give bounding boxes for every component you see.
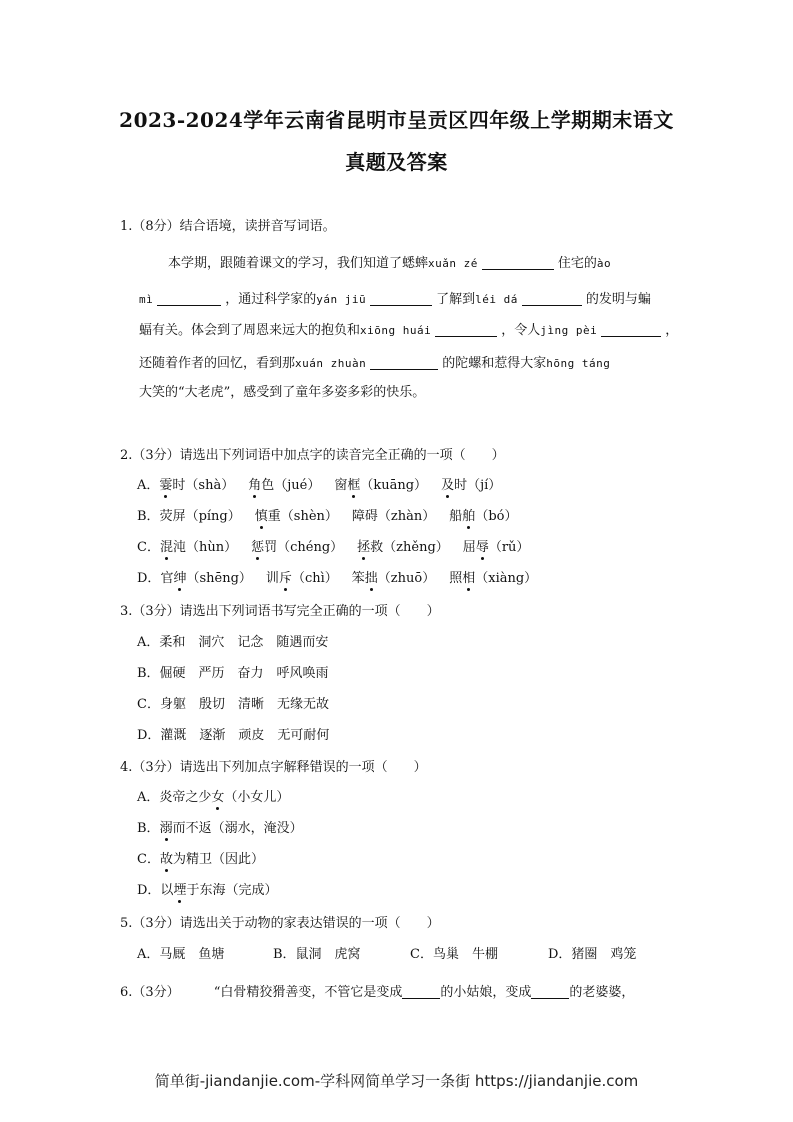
question-1-line-5: 大笑的“大老虎”，感受到了童年多姿多彩的快乐。 bbox=[139, 385, 426, 400]
question-1-line-2 bbox=[139, 291, 651, 309]
question-1-line-1 bbox=[168, 255, 611, 273]
answer-blank-5[interactable] bbox=[435, 322, 497, 337]
pinyin-xionghuai: xiōng huái bbox=[360, 324, 432, 337]
answer-blank-6[interactable] bbox=[601, 322, 661, 337]
question-1-stem: 1.（8分）结合语境，读拼音写词语。 bbox=[120, 219, 336, 234]
question-5-option-c[interactable]: C．鸟巢 牛棚 bbox=[410, 947, 498, 962]
question-6-line: 6.（3分） “白骨精狡猾善变，不管它是变成 的小姑娘，变成 的老婆婆， bbox=[120, 985, 635, 1000]
question-5-stem: 5.（3分）请选出关于动物的家表达错误的一项（ ） bbox=[120, 916, 440, 931]
passage-text: ，通过科学家的 bbox=[225, 292, 317, 307]
answer-blank-7[interactable] bbox=[370, 355, 438, 370]
passage-text: 本学期，跟随着课文的学习，我们知道了蟋蟀 bbox=[168, 256, 429, 271]
pinyin-leida: léi dá bbox=[475, 293, 518, 306]
question-2-option-a[interactable]: A．霎时（shà） 角色（jué） 窗框（kuāng） 及时（jí） bbox=[137, 478, 502, 493]
pinyin-xuanzhuan: xuán zhuàn bbox=[295, 357, 367, 370]
answer-blank-4[interactable] bbox=[522, 291, 582, 306]
question-5-option-d[interactable]: D．猪圈 鸡笼 bbox=[548, 947, 637, 962]
passage-text: 的发明与蝙 bbox=[585, 292, 651, 307]
question-3-stem: 3.（3分）请选出下列词语书写完全正确的一项（ ） bbox=[120, 604, 440, 619]
question-4-stem: 4.（3分）请选出下列加点字解释错误的一项（ ） bbox=[120, 760, 427, 775]
question-2-stem: 2.（3分）请选出下列词语中加点字的读音完全正确的一项（ ） bbox=[120, 448, 505, 463]
question-3-option-d[interactable]: D．灌溉 逐渐 顽皮 无可耐何 bbox=[137, 728, 330, 743]
question-3-option-b[interactable]: B．倔硬 严历 奋力 呼风唤雨 bbox=[137, 666, 329, 681]
passage-text: 蝠有关。体会到了周恩来远大的抱负和 bbox=[139, 323, 361, 338]
question-2-option-c[interactable]: C．混沌（hùn） 惩罚（chéng） 拯救（zhěng） 屈辱（rǔ） bbox=[137, 540, 530, 555]
question-2-option-d[interactable]: D．官绅（shēng） 训斥（chì） 笨拙（zhuō） 照相（xiàng） bbox=[137, 571, 538, 586]
question-3-option-c[interactable]: C．身躯 殷切 清晰 无缘无故 bbox=[137, 697, 329, 712]
question-1-line-4 bbox=[139, 355, 610, 373]
passage-text: 的陀螺和惹得大家 bbox=[442, 356, 547, 371]
question-3-option-a[interactable]: A．柔和 洞穴 记念 随遇而安 bbox=[137, 635, 329, 650]
question-5-option-b[interactable]: B．鼠洞 虎窝 bbox=[273, 947, 361, 962]
question-5-option-a[interactable]: A．马厩 鱼塘 bbox=[137, 947, 225, 962]
question-4-option-a[interactable]: A．炎帝之少女（小女儿） bbox=[137, 790, 290, 805]
page-footer: 简单街-jiandanjie.com-学科网简单学习一条街 https://jiandanjie.com bbox=[154, 1072, 639, 1090]
pinyin-aomi-part-1: ào bbox=[596, 257, 612, 270]
pinyin-xuanze: xuǎn zé bbox=[428, 257, 478, 270]
answer-blank-3[interactable] bbox=[370, 291, 432, 306]
passage-text: 还随着作者的回忆，看到那 bbox=[139, 356, 296, 371]
document-title-line-1: 2023-2024学年云南省昆明市呈贡区四年级上学期期末语文 bbox=[119, 108, 674, 132]
passage-text: 住宅的 bbox=[557, 256, 597, 271]
pinyin-yanjiu: yán jiū bbox=[316, 293, 367, 306]
question-4-option-d[interactable]: D．以堙于东海（完成） bbox=[137, 883, 278, 898]
question-1-line-3 bbox=[139, 322, 678, 340]
question-6-number: 6.（3分） bbox=[120, 985, 180, 1000]
answer-blank-1[interactable] bbox=[482, 255, 554, 270]
pinyin-aomi-part-2: mì bbox=[139, 293, 154, 306]
question-4-option-b[interactable]: B．溺而不返（溺水，淹没） bbox=[137, 821, 303, 836]
document-title-line-2: 真题及答案 bbox=[345, 150, 448, 174]
passage-text: ，令人 bbox=[501, 323, 541, 338]
passage-text: 了解到 bbox=[436, 292, 476, 307]
answer-blank-2[interactable] bbox=[157, 291, 221, 306]
question-2-option-b[interactable]: B．荧屏（píng） 慎重（shèn） 障碍（zhàn） 船舶（bó） bbox=[137, 509, 518, 524]
passage-text: ， bbox=[665, 323, 679, 338]
pinyin-jingpei: jìng pèi bbox=[540, 324, 598, 337]
question-4-option-c[interactable]: C．故为精卫（因此） bbox=[137, 852, 264, 867]
answer-blank-q6-1[interactable] bbox=[402, 984, 440, 999]
answer-blank-q6-2[interactable] bbox=[531, 984, 569, 999]
pinyin-hongtang: hōng táng bbox=[546, 357, 611, 370]
